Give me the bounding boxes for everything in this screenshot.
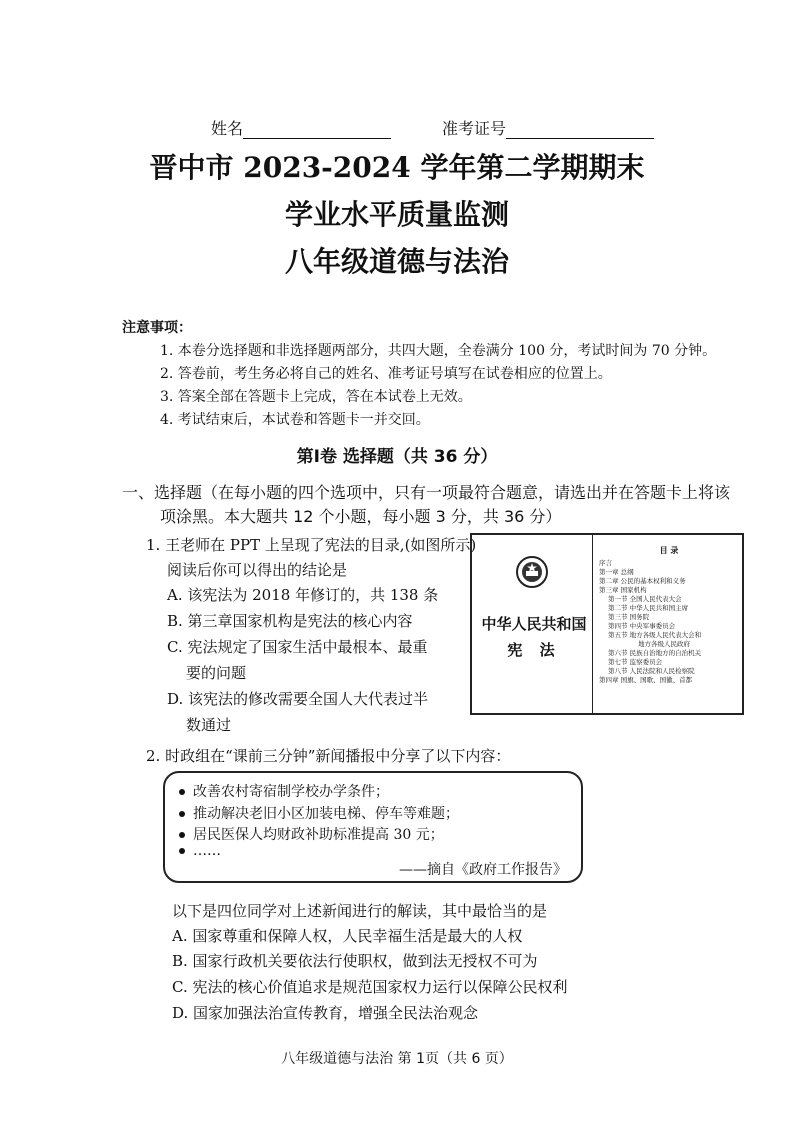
exam-id-field bbox=[442, 116, 654, 139]
constitution-subtitle: 宪 法 bbox=[507, 641, 561, 659]
toc-entry: 第七节 监察委员会 bbox=[608, 658, 663, 666]
part-instructions: 一、选择题（在每小题的四个选项中，只有一项最符合题意，请选出并在答题卡上将该 bbox=[122, 483, 731, 502]
toc-entry: 第四章 国旗、国歌、国徽、首都 bbox=[599, 676, 693, 684]
exam-id-label: 准考证号 bbox=[442, 119, 507, 138]
exam-id-underline bbox=[506, 122, 654, 139]
news-item bbox=[179, 843, 221, 859]
exam-subtitle: 学业水平质量监测 bbox=[284, 198, 509, 231]
name-field bbox=[211, 116, 391, 139]
bullet-icon bbox=[179, 811, 185, 817]
news-text: …… bbox=[193, 843, 221, 859]
q1-option-b: B. 第三章国家机构是宪法的核心内容 bbox=[167, 612, 413, 630]
q2-stem: 2. 时政组在“课前三分钟”新闻播报中分享了以下内容： bbox=[146, 747, 511, 765]
bullet-icon bbox=[179, 789, 185, 795]
q2-question: 以下是四位同学对上述新闻进行的解读，其中最恰当的是 bbox=[172, 902, 548, 920]
notice-item: 2. 答卷前，考生务必将自己的姓名、准考证号填写在试卷相应的位置上。 bbox=[160, 366, 612, 382]
q2-option-a: A. 国家尊重和保障人权，人民幸福生活是最大的人权 bbox=[172, 927, 523, 945]
book-divider bbox=[592, 535, 593, 713]
q1-option-d: D. 该宪法的修改需要全国人大代表过半 bbox=[167, 690, 429, 708]
news-source: ——摘自《政府工作报告》 bbox=[399, 862, 567, 878]
bullet-icon bbox=[179, 848, 185, 854]
toc-heading: 目 录 bbox=[659, 545, 679, 555]
bullet-icon bbox=[179, 832, 185, 838]
news-text: 推动解决老旧小区加装电梯、停车等难题； bbox=[193, 806, 459, 822]
toc-entry: 第八节 人民法院和人民检察院 bbox=[608, 667, 695, 675]
subject-title: 八年级道德与法治 bbox=[284, 245, 509, 278]
toc-entry: 第一节 全国人民代表大会 bbox=[608, 595, 682, 603]
news-text: 居民医保人均财政补助标准提高 30 元； bbox=[193, 827, 444, 843]
q1-option-c-cont: 要的问题 bbox=[186, 664, 247, 682]
part-instructions-cont: 项涂黑。本大题共 12 个小题，每小题 3 分，共 36 分） bbox=[160, 507, 562, 526]
toc-entry: 第四节 中央军事委员会 bbox=[608, 622, 676, 630]
toc-entry: 第二节 中华人民共和国主席 bbox=[608, 604, 689, 612]
news-item bbox=[179, 781, 389, 801]
q1-option-d-cont: 数通过 bbox=[186, 716, 232, 734]
news-box bbox=[163, 771, 583, 883]
toc-entry: 第五节 地方各级人民代表大会和 bbox=[608, 631, 702, 639]
q1-stem-cont: 阅读后你可以得出的结论是 bbox=[167, 561, 348, 579]
toc-entry: 第二章 公民的基本权利和义务 bbox=[599, 577, 686, 585]
toc-entry: 第一章 总纲 bbox=[599, 568, 634, 576]
page-footer: 八年级道德与法治 第 1页（共 6 页） bbox=[281, 1051, 513, 1067]
exam-title: 晋中市 2023-2024 学年第二学期期末 bbox=[149, 151, 645, 184]
toc-entry: 第三节 国务院 bbox=[608, 613, 650, 621]
national-emblem-icon bbox=[515, 555, 549, 589]
constitution-title: 中华人民共和国 bbox=[481, 615, 587, 633]
section-heading: 第Ⅰ卷 选择题（共 36 分） bbox=[296, 447, 498, 467]
toc-entry: 地方各级人民政府 bbox=[638, 640, 690, 648]
constitution-figure bbox=[470, 533, 744, 715]
toc-entry: 第六节 民族自治地方的自治机关 bbox=[608, 649, 702, 657]
name-underline bbox=[243, 122, 391, 139]
notice-item: 1. 本卷分选择题和非选择题两部分，共四大题，全卷满分 100 分，考试时间为 70 分钟。 bbox=[160, 343, 717, 359]
toc-entry: 序言 bbox=[599, 559, 612, 567]
notice-item: 3. 答案全部在答题卡上完成，答在本试卷上无效。 bbox=[160, 389, 472, 405]
news-item bbox=[179, 824, 444, 844]
q2-option-b: B. 国家行政机关要依法行使职权，做到法无授权不可为 bbox=[172, 952, 538, 970]
name-label: 姓名 bbox=[211, 119, 244, 138]
notice-item: 4. 考试结束后，本试卷和答题卡一并交回。 bbox=[160, 412, 430, 428]
news-item bbox=[179, 803, 459, 823]
q2-option-d: D. 国家加强法治宣传教育，增强全民法治观念 bbox=[172, 1004, 479, 1022]
toc-entry: 第三章 国家机构 bbox=[599, 586, 647, 594]
q2-option-c: C. 宪法的核心价值追求是规范国家权力运行以保障公民权利 bbox=[172, 978, 568, 996]
news-text: 改善农村寄宿制学校办学条件； bbox=[193, 784, 389, 800]
q1-option-a: A. 该宪法为 2018 年修订的，共 138 条 bbox=[167, 586, 439, 604]
q1-stem: 1. 王老师在 PPT 上呈现了宪法的目录,(如图所示) bbox=[146, 536, 477, 554]
notice-heading: 注意事项： bbox=[122, 320, 192, 336]
q1-option-c: C. 宪法规定了国家生活中最根本、最重 bbox=[167, 638, 428, 656]
